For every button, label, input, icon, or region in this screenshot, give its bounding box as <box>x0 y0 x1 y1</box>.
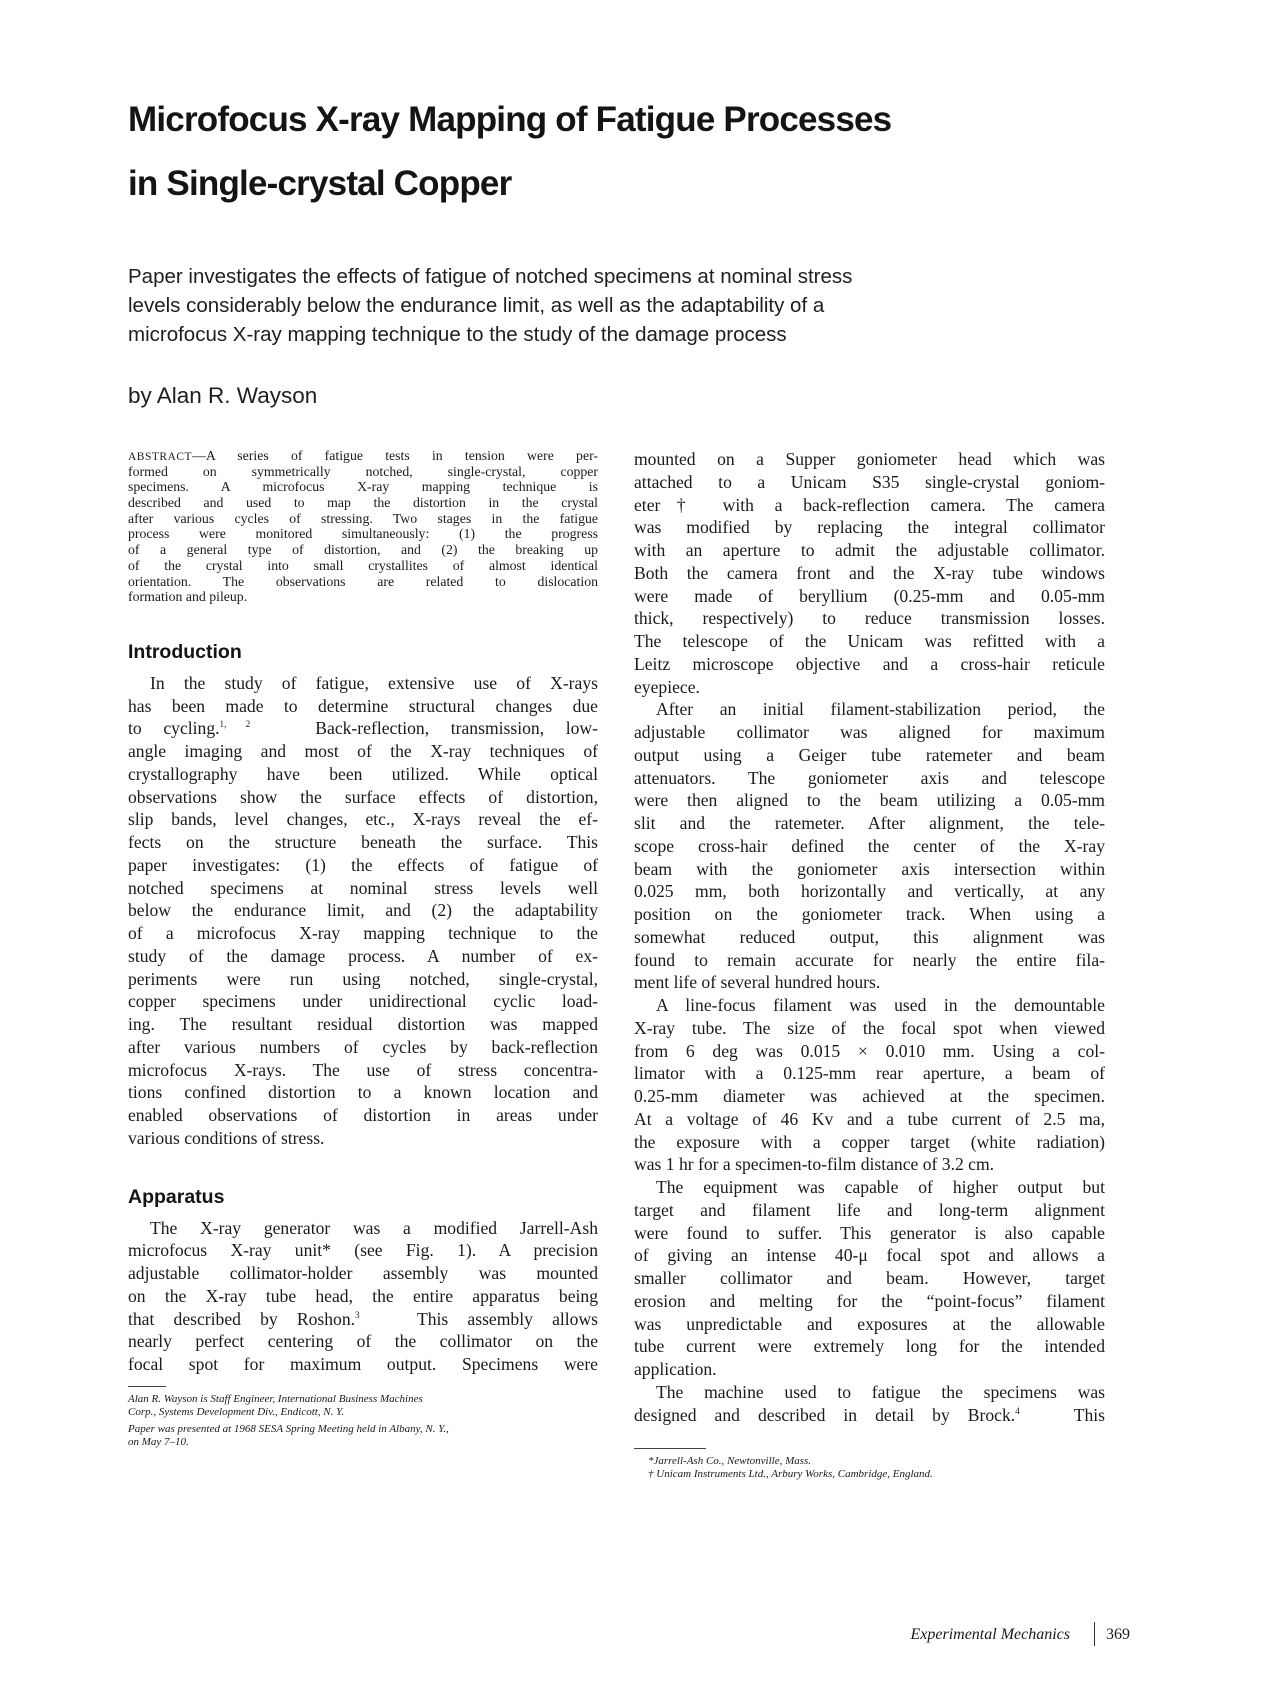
body-line: of giving an intense 40-μ focal spot and allows a <box>634 1245 1105 1266</box>
summary-line: microfocus X-ray mapping technique to the study of the damage process <box>128 323 787 346</box>
journal-name: Experimental Mechanics <box>910 1626 1070 1643</box>
right-column <box>634 448 1105 1481</box>
footer-divider <box>1094 1622 1095 1646</box>
body-line: erosion and melting for the “point-focus” filament <box>634 1290 1105 1311</box>
body-line: were then aligned to the beam utilizing a 0.05-mm <box>634 790 1105 811</box>
body-line: Leitz microscope objective and a cross-hair reticule <box>634 653 1105 674</box>
body-line: found to remain accurate for nearly the entire fila- <box>634 949 1105 970</box>
body-line: after various numbers of cycles by back-reflection <box>128 1036 598 1057</box>
footnote-line: † Unicam Instruments Ltd., Arbury Works, Cambridge, England. <box>648 1468 933 1481</box>
body-line: output using a Geiger tube ratemeter and beam <box>634 744 1105 765</box>
citation: 3 <box>355 1309 360 1320</box>
introduction-heading: Introduction <box>128 640 242 663</box>
body-line: were made of beryllium (0.25-mm and 0.05-mm <box>634 585 1105 606</box>
abstract-line: orientation. The observations are related to dislocation <box>128 573 598 589</box>
body-line: was unpredictable and exposures at the allowable <box>634 1313 1105 1334</box>
left-column <box>128 448 598 1449</box>
body-line: periments were run using notched, single-crystal, <box>128 968 598 989</box>
abstract-line: after various cycles of stressing. Two stages in the fatigue <box>128 510 598 526</box>
body-line: nearly perfect centering of the collimator on the <box>128 1331 598 1352</box>
body-line: that described by Roshon.$^3$ This assembly allows <box>128 1308 598 1329</box>
body-line: were found to suffer. This generator is also capable <box>634 1222 1105 1243</box>
body-line: eyepiece. <box>634 676 700 697</box>
abstract-line: process were monitored simultaneously: (1) the progress <box>128 526 598 542</box>
body-line: tube current were extremely long for the intended <box>634 1336 1105 1357</box>
body-line: limator with a 0.125-mm rear aperture, a beam of <box>634 1063 1105 1084</box>
body-line: designed and described in detail by Brock.$^4$ This <box>634 1404 1105 1425</box>
body-line: adjustable collimator-holder assembly was mounted <box>128 1263 598 1284</box>
abstract-line: formed on symmetrically notched, single-crystal, copper <box>128 463 598 479</box>
abstract-line: formation and pileup. <box>128 589 248 605</box>
body-line: At a voltage of 46 Kv and a tube current of 2.5 ma, <box>634 1108 1105 1129</box>
body-line: enabled observations of distortion in areas under <box>128 1105 598 1126</box>
page-number: 369 <box>1106 1626 1130 1643</box>
body-line: focal spot for maximum output. Specimens were <box>128 1354 598 1375</box>
body-line: The equipment was capable of higher output but <box>656 1177 1105 1197</box>
abstract-line: of a general type of distortion, and (2) the breaking up <box>128 542 598 558</box>
body-line: mounted on a Supper goniometer head which was <box>634 449 1105 469</box>
summary-line: levels considerably below the endurance limit, as well as the adaptability of a <box>128 294 825 317</box>
abstract-label: ABSTRACT <box>128 451 193 463</box>
body-line: with an aperture to admit the adjustable collimator. <box>634 540 1105 560</box>
footnote-line: Alan R. Wayson is Staff Engineer, International Business Machines <box>128 1392 423 1405</box>
body-line: observations show the surface effects of distortion, <box>128 786 598 807</box>
body-line: to cycling.$^{1, 2}$ Back-reflection, transmission, low- <box>128 718 598 739</box>
body-line: copper specimens under unidirectional cyclic load- <box>128 991 598 1012</box>
footnote-rule <box>128 1386 166 1387</box>
body-line: angle imaging and most of the X-ray techniques of <box>128 741 598 762</box>
body-line: paper investigates: (1) the effects of fatigue of <box>128 854 598 875</box>
author-byline: by Alan R. Wayson <box>128 383 318 408</box>
body-line: After an initial filament-stabilization period, the <box>656 699 1105 720</box>
body-line: 0.025 mm, both horizontally and vertically, at any <box>634 881 1105 902</box>
footnote-line: Paper was presented at 1968 SESA Spring Meeting held in Albany, N. Y., <box>128 1422 449 1435</box>
body-line: ment life of several hundred hours. <box>634 972 881 993</box>
body-line: 0.25-mm diameter was achieved at the specimen. <box>634 1086 1105 1106</box>
author-footnote <box>128 1393 598 1449</box>
vendor-footnotes <box>634 1455 1105 1481</box>
body-line: below the endurance limit, and (2) the adaptability <box>128 900 598 921</box>
body-line: was modified by replacing the integral collimator <box>634 517 1105 538</box>
body-line: various conditions of stress. <box>128 1127 325 1148</box>
body-line: eter† with a back-reflection camera. The camera <box>634 494 1105 515</box>
title-line-1: Microfocus X-ray Mapping of Fatigue Processes <box>128 100 892 139</box>
citation: 4 <box>1015 1405 1020 1416</box>
body-line: slip bands, level changes, etc., X-rays reveal the ef- <box>128 809 598 830</box>
paper-summary <box>128 262 948 349</box>
body-line: microfocus X-rays. The use of stress concentra- <box>128 1059 598 1080</box>
body-line: Both the camera front and the X-ray tube windows <box>634 562 1105 583</box>
body-line: has been made to determine structural changes due <box>128 695 598 716</box>
body-line: tions confined distortion to a known location and <box>128 1082 598 1103</box>
footnote-line: on May 7–10. <box>128 1435 189 1448</box>
paper-title <box>128 88 1128 216</box>
body-line: was 1 hr for a specimen-to-film distance of 3.2 cm. <box>634 1154 995 1175</box>
body-line: position on the goniometer track. When using a <box>634 904 1105 924</box>
footnote-line: *Jarrell-Ash Co., Newtonville, Mass. <box>648 1455 812 1468</box>
body-line: The machine used to fatigue the specimens was <box>656 1381 1105 1402</box>
body-line: from 6 deg was 0.015 × 0.010 mm. Using a col- <box>634 1040 1105 1061</box>
body-line: on the X-ray tube head, the entire apparatus being <box>128 1285 598 1306</box>
body-line: fects on the structure beneath the surface. This <box>128 832 598 853</box>
abstract-line: of the crystal into small crystallites of almost identical <box>128 557 598 573</box>
body-line: A line-focus filament was used in the demountable <box>656 995 1105 1015</box>
body-line: The X-ray generator was a modified Jarrell-Ash <box>150 1217 598 1238</box>
body-line: In the study of fatigue, extensive use of X-rays <box>150 672 598 693</box>
body-line: attenuators. The goniometer axis and telescope <box>634 767 1105 788</box>
body-line: X-ray tube. The size of the focal spot when viewed <box>634 1017 1105 1038</box>
apparatus-heading: Apparatus <box>128 1185 225 1208</box>
apparatus-text <box>128 1217 598 1376</box>
body-line: smaller collimator and beam. However, target <box>634 1268 1105 1288</box>
body-line: study of the damage process. A number of ex- <box>128 945 598 966</box>
abstract-line: specimens. A microfocus X-ray mapping technique is <box>128 479 598 495</box>
body-line: scope cross-hair defined the center of the X-ray <box>634 835 1105 856</box>
abstract-line: ABSTRACT—A series of fatigue tests in tension were per- <box>128 448 598 463</box>
body-line: beam with the goniometer axis intersection within <box>634 858 1105 879</box>
body-line: attached to a Unicam S35 single-crystal goniom- <box>634 471 1105 492</box>
body-line: thick, respectively) to reduce transmission losses. <box>634 608 1105 629</box>
footnote-line: Corp., Systems Development Div., Endicott, N. Y. <box>128 1405 345 1418</box>
body-line: adjustable collimator was aligned for maximum <box>634 722 1105 742</box>
body-line: the exposure with a copper target (white radiation) <box>634 1131 1105 1152</box>
abstract-line: described and used to map the distortion in the crystal <box>128 495 598 511</box>
body-line: ing. The resultant residual distortion was mapped <box>128 1014 598 1035</box>
body-line: notched specimens at nominal stress levels well <box>128 877 598 898</box>
body-line: crystallography have been utilized. While optical <box>128 763 598 784</box>
abstract <box>128 448 598 605</box>
summary-line: Paper investigates the effects of fatigue of notched specimens at nominal stress <box>128 265 853 288</box>
footnote-rule <box>634 1448 706 1449</box>
body-line: microfocus X-ray unit* (see Fig. 1). A precision <box>128 1240 598 1261</box>
body-line: application. <box>634 1359 717 1379</box>
body-line: target and filament life and long-term alignment <box>634 1199 1105 1220</box>
citation: 1, 2 <box>219 719 251 730</box>
introduction-text <box>128 672 598 1150</box>
body-line: slit and the ratemeter. After alignment, the tele- <box>634 813 1105 833</box>
body-line: The telescope of the Unicam was refitted with a <box>634 631 1105 651</box>
title-line-2: in Single-crystal Copper <box>128 164 512 203</box>
body-line: of a microfocus X-ray mapping technique to the <box>128 923 598 944</box>
body-line: somewhat reduced output, this alignment was <box>634 926 1105 947</box>
